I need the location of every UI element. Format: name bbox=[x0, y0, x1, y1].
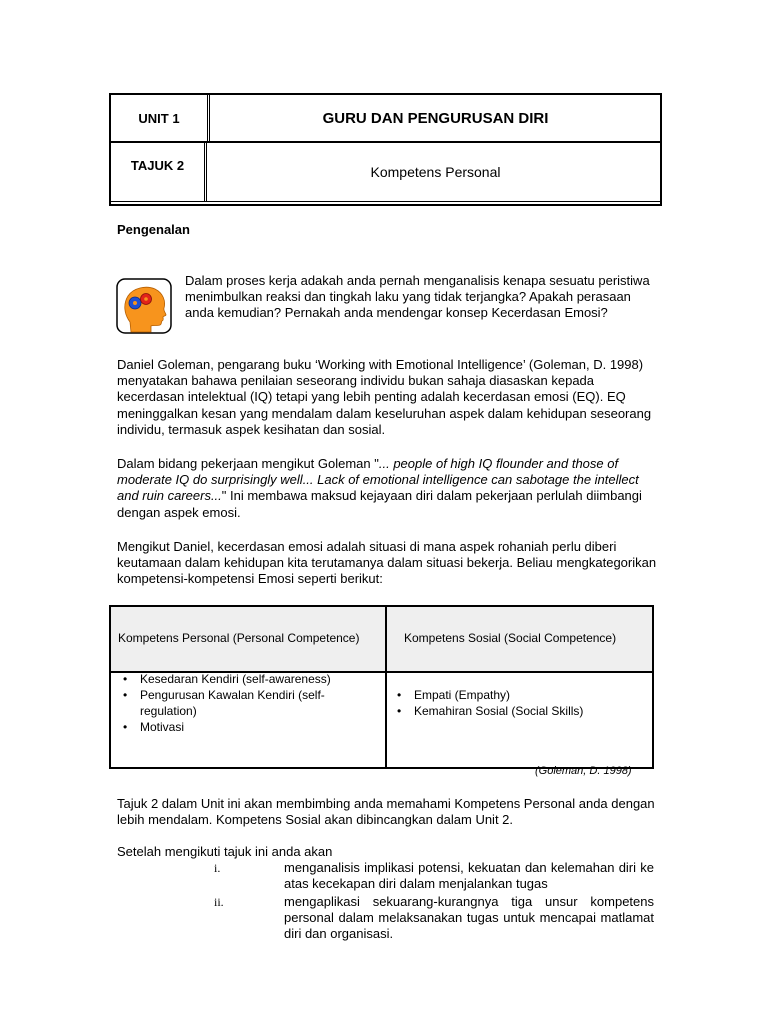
unit-label: UNIT 1 bbox=[111, 95, 210, 141]
social-competence-list bbox=[392, 687, 642, 719]
citation: (Goleman, D. 1998) bbox=[535, 765, 632, 777]
section-heading: Pengenalan bbox=[117, 222, 190, 237]
tajuk-title: Kompetens Personal bbox=[370, 164, 501, 180]
paragraph-objectives-intro: Setelah mengikuti tajuk ini anda akan bbox=[117, 844, 333, 859]
unit-title-cell bbox=[211, 95, 660, 141]
personal-competence-list bbox=[118, 671, 358, 735]
list-item: • Empati (Empathy) bbox=[392, 687, 642, 703]
list-item: • Pengurusan Kawalan Kendiri (self-regulation) bbox=[118, 687, 358, 719]
tajuk-title-cell bbox=[211, 143, 660, 201]
list-item: • Motivasi bbox=[118, 719, 358, 735]
objective-text: menganalisis implikasi potensi, kekuatan dan kelemahan diri ke atas kecekapan diri dalam menjalankan tugas bbox=[284, 860, 654, 892]
unit-title: GURU DAN PENGURUSAN DIRI bbox=[322, 109, 549, 127]
paragraph-quote bbox=[117, 456, 657, 521]
goleman-quote: ... people of high IQ flounder and those of moderate IQ do surprisingly well... Lack of emotional intelligence can sabotage the intellect and ruin careers... bbox=[117, 456, 639, 504]
list-item: • Kesedaran Kendiri (self-awareness) bbox=[118, 671, 358, 687]
competence-table bbox=[109, 605, 654, 769]
personal-competence-header: Kompetens Personal (Personal Competence) bbox=[118, 631, 360, 645]
tajuk-label: TAJUK 2 bbox=[111, 143, 207, 201]
header-row-unit bbox=[111, 95, 660, 143]
paragraph-categories: Mengikut Daniel, kecerdasan emosi adalah situasi di mana aspek rohaniah perlu diberi keutamaan dalam kehidupan kita terutamanya dalam situasi bekerja. Beliau mengkategorikan kompetensi-kompetensi Emosi seperti berikut: bbox=[117, 539, 657, 587]
intro-paragraph: Dalam proses kerja adakah anda pernah menganalisis kenapa sesuatu peristiwa menimbulkan reaksi dan tingkah laku yang tidak terjangka? Apakah perasaan anda kemudian? Pernakah anda mendengar konsep Kecerdasan Emosi? bbox=[185, 273, 650, 321]
quote-tail: " Ini membawa maksud kejayaan diri dalam pekerjaan perlulah diimbangi dengan aspek emosi. bbox=[117, 488, 642, 520]
quote-lead: Dalam bidang pekerjaan mengikut Goleman " bbox=[117, 456, 379, 471]
column-divider bbox=[385, 607, 387, 767]
social-competence-header: Kompetens Sosial (Social Competence) bbox=[404, 631, 617, 645]
objective-number: i. bbox=[214, 861, 221, 875]
paragraph-unit-guide: Tajuk 2 dalam Unit ini akan membimbing anda memahami Kompetens Personal anda dengan lebih mendalam. Kompetens Sosial akan dibincangkan dalam Unit 2. bbox=[117, 796, 655, 828]
header-row-tajuk bbox=[111, 143, 660, 202]
header-table bbox=[109, 93, 662, 206]
paragraph-goleman: Daniel Goleman, pengarang buku ‘Working with Emotional Intelligence’ (Goleman, D. 1998) menyatakan bahawa penilaian seseorang individu bukan sahaja diasaskan kepada kecerdasan intelektual (IQ) tetapi yang lebih penting adalah kecerdasan emosi (EQ). EQ meninggalkan kesan yang mendalam dalam keseluruhan aspek dalam kehidupan seseorang individu, termasuk aspek kesihatan dan sosial. bbox=[117, 357, 652, 437]
objective-number: ii. bbox=[214, 895, 224, 909]
head-with-gears-icon bbox=[116, 278, 172, 334]
objective-text: mengaplikasi sekuarang-kurangnya tiga unsur kompetens personal dalam melaksanakan tugas untuk mencapai matlamat diri dan organisasi. bbox=[284, 894, 654, 942]
list-item: • Kemahiran Sosial (Social Skills) bbox=[392, 703, 642, 719]
